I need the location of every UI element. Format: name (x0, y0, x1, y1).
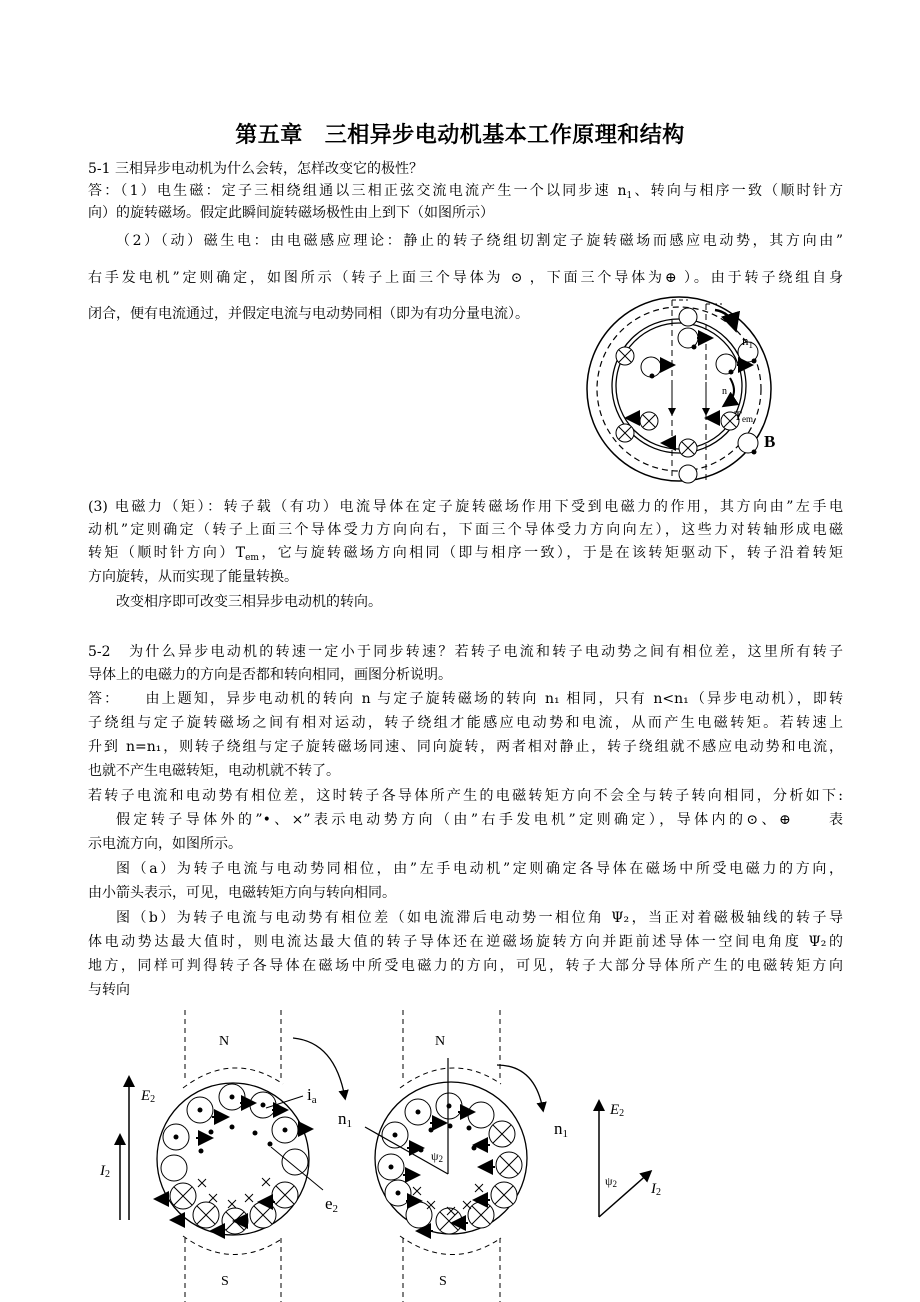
label-psi2-right: ψ2 (605, 1174, 618, 1189)
label-e2: E2 (141, 1088, 156, 1105)
question-5-2-line2: 导体上的电磁力的方向是否都和转向相同，画图分析说明。 (88, 667, 452, 683)
answer-5-1-part4: 改变相序即可改变三相异步电动机的转向。 (116, 594, 382, 610)
answer-5-2-line4: 也就不产生电磁转矩，电动机就不转了。 (88, 763, 340, 779)
answer-5-2-line3: 升到 n=n₁，则转子绕组与定子旋转磁场同速、同向旋转，两者相对静止，转子绕组就不感应电动势和电流， (88, 739, 843, 755)
rotor-dot-conductor (738, 433, 758, 455)
label-n1-a: n1 (338, 1109, 352, 1130)
cross-conductors-b (436, 1121, 522, 1234)
answer-5-2-fig-b-line2: 体电动势达最大值时，则电流达最大值的转子导体还在逆磁场旋转方向并距前述导体一空间电角度 Ψ₂的 (88, 934, 843, 950)
answer-5-2-fig-b-line1: 图（b）为转子电流与电动势有相位差（如电流滞后电动势一相位角 Ψ₂，当正对着磁极轴线的转子导 (116, 910, 843, 926)
question-5-1: 5-1 三相异步电动机为什么会转，怎样改变它的极性？ (88, 161, 423, 177)
rotor-dot-conductor (641, 357, 661, 379)
answer-5-2-fig-a-line2: 由小箭头表示，可见，电磁转矩方向与转向相同。 (88, 885, 396, 901)
rotor-field-diagram (580, 290, 790, 490)
chapter-name: 三相异步电动机基本工作原理和结构 (324, 122, 685, 148)
label-e2-right: E2 (610, 1102, 625, 1119)
rotor-diagram-b (365, 1010, 568, 1302)
label-n1: $n_1$ (742, 333, 753, 350)
pole-n-a: N (219, 1034, 230, 1049)
answer-5-1-part2-line1: （2）（动）磁生电：由电磁感应理论：静止的转子绕组切割定子旋转磁场而感应电动势，其方向由” (116, 233, 843, 249)
pole-n-b: N (435, 1034, 446, 1049)
stator-cross-conductor (616, 424, 634, 442)
rotor-dot-conductor (678, 328, 698, 350)
answer-5-1-part3-line4: 方向旋转，从而实现了能量转换。 (88, 569, 298, 585)
answer-5-2-line2: 子绕组与定子旋转磁场之间有相对运动，转子绕组才能感应电动势和电流，从而产生电磁转矩。若转速上 (88, 715, 843, 731)
chapter-title (0, 118, 920, 149)
answer-5-1-part3-line2: 动机”定则确定（转子上面三个导体受力方向向右，下面三个导体受力方向向左），这些力对转轴形成电磁 (88, 522, 843, 538)
stator-conductor (679, 465, 697, 483)
answer-5-1-part3-line3: 转矩（顺时针方向）$T_{em}$，它与旋转磁场方向相同（即与相序一致），于是在该转矩驱动下，转子沿着转矩 (88, 545, 843, 563)
pole-s-b: S (439, 1274, 447, 1289)
label-ia: ia (307, 1085, 317, 1106)
answer-5-1-part1-line2: 向）的旋转磁场。假定此瞬间旋转磁场极性由上到下（如图所示） (88, 205, 494, 221)
answer-5-2-fig-b-line4: 与转向 (88, 982, 130, 998)
answer-5-2-assume-line2: 示电流方向，如图所示。 (88, 836, 242, 852)
label-b: B (764, 432, 776, 451)
cross-conductors-a (170, 1182, 298, 1234)
phasor-right (599, 1102, 661, 1217)
answer-5-2-assume-line1: 假定转子导体外的”•、×”表示电动势方向（由”右手发电机”定则确定），导体内的⊙、⊕ 表 (116, 812, 843, 828)
rotor-dot-conductor (716, 354, 736, 375)
chapter-number: 第五章 (235, 122, 303, 148)
stator-cross-conductor (679, 439, 697, 457)
label-i2-right: I2 (651, 1181, 661, 1198)
rotor-diagram-a (157, 1010, 352, 1302)
stator-cross-conductor (640, 412, 658, 430)
answer-5-1-part2-line3: 闭合，便有电流通过，并假定电流与电动势同相（即为有功分量电流）。 (88, 306, 529, 322)
label-tem: Tem (734, 408, 753, 424)
answer-5-1-part3-line1: (3) 电磁力（矩）：转子载（有功）电流导体在定子旋转磁场作用下受到电磁力的作用，其方向由”左手电 (88, 499, 843, 515)
label-n: n (722, 386, 727, 397)
question-5-2-line1: 5-2 为什么异步电动机的转速一定小于同步转速？若转子电流和转子电动势之间有相位差，这里所有转子 (88, 644, 843, 660)
field-rotation-arrow (715, 310, 735, 328)
pole-s-a: S (221, 1274, 229, 1289)
answer-5-2-phase-diff: 若转子电流和电动势有相位差，这时转子各导体所产生的电磁转矩方向不会全与转子转向相同，分析如下: (88, 788, 843, 804)
stator-conductor (679, 308, 697, 326)
label-e2-small: e2 (325, 1194, 339, 1215)
phasor-left (99, 1078, 155, 1220)
stator-cross-conductor (616, 347, 634, 365)
answer-5-1-part1-line1: 答：（1）电生磁：定子三相绕组通以三相正弦交流电流产生一个以同步速 $n_1$、转向与相序一致（顺时针方 (88, 183, 844, 201)
answer-5-2-fig-a-line1: 图（a）为转子电流与电动势同相位，由”左手电动机”定则确定各导体在磁场中所受电磁力的方向， (116, 861, 843, 877)
phase-difference-diagram (95, 1010, 695, 1302)
label-psi2-b: ψ2 (431, 1149, 444, 1164)
answer-5-1-part2-line2: 右手发电机”定则确定，如图所示（转子上面三个导体为 ⊙ ，下面三个导体为⊕ ）。由于转子绕组自身 (88, 270, 843, 286)
label-n1-b: n1 (554, 1119, 568, 1140)
label-i2: I2 (100, 1163, 110, 1180)
answer-5-2-fig-b-line3: 地方，同样可判得转子各导体在磁场中所受电磁力的方向，可见，转子大部分导体所产生的电磁转矩方向 (88, 958, 843, 974)
answer-5-2-line1: 答： 由上题知，异步电动机的转向 n 与定子旋转磁场的转向 n₁ 相同，只有 n<n₁（异步电动机），即转 (88, 691, 843, 707)
